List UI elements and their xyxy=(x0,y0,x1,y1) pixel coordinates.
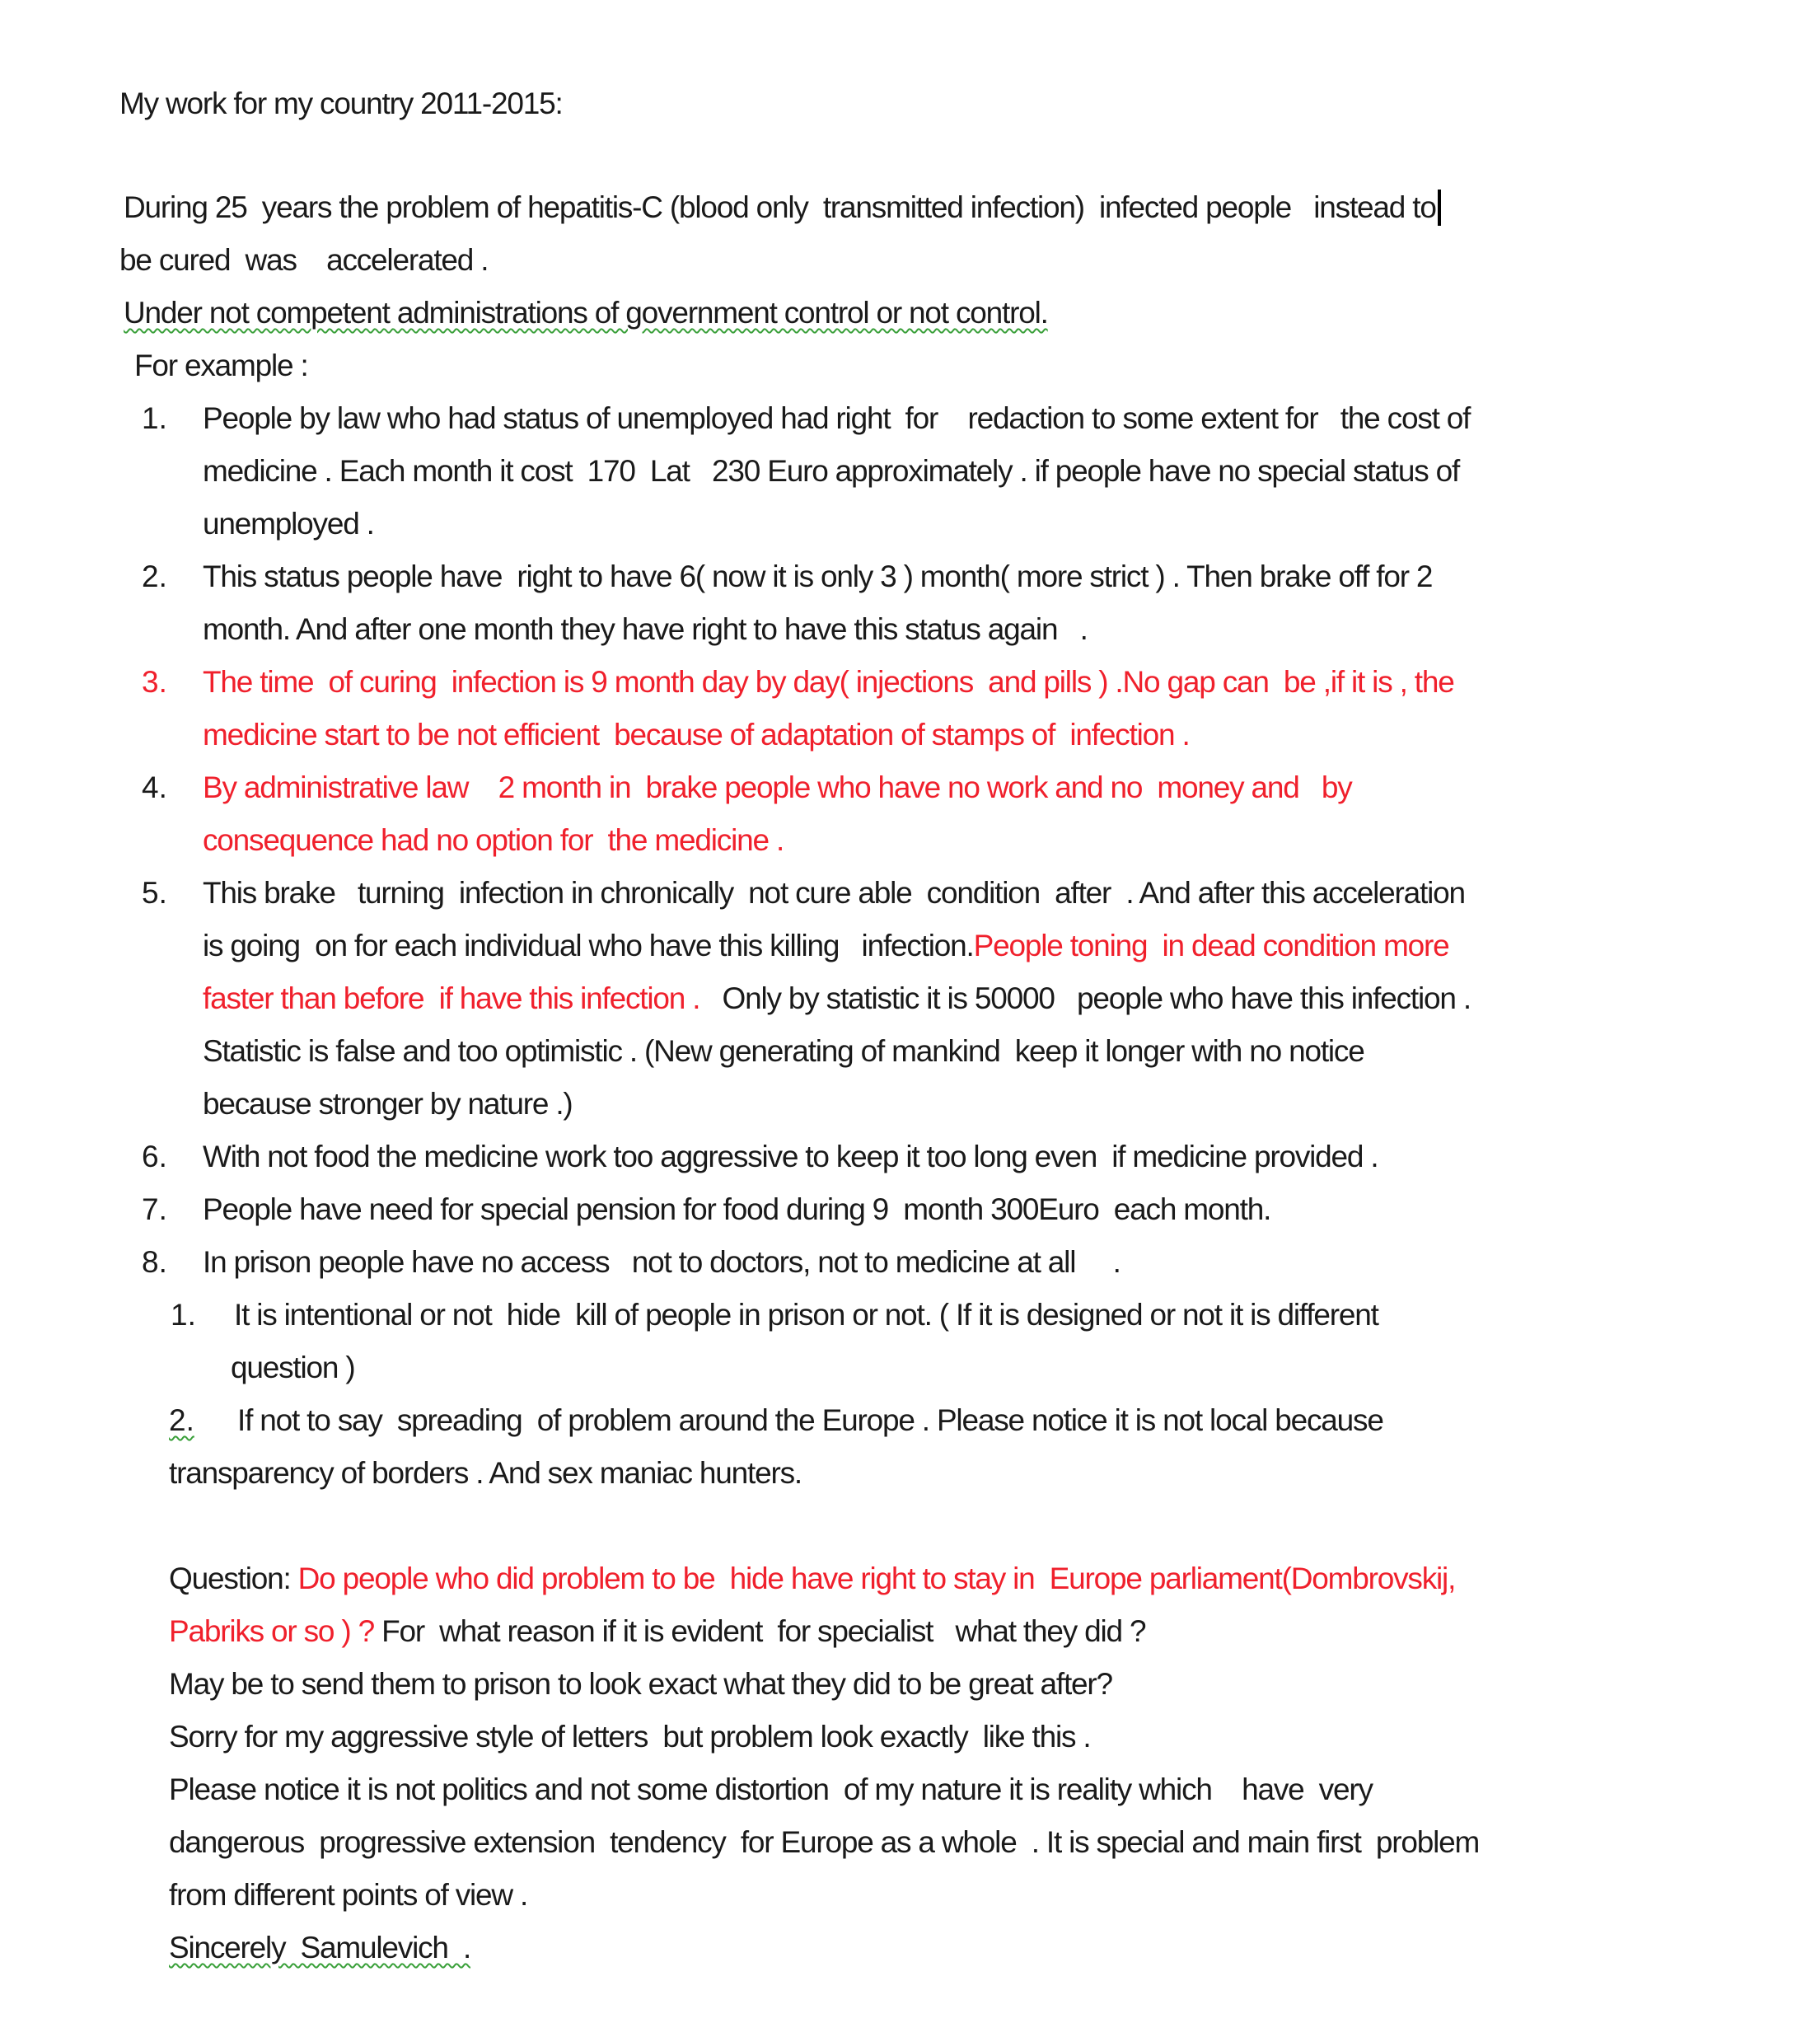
sublist-item-line: It is intentional or not hide kill of people in prison or not. ( If it is designed or not it is different xyxy=(234,1298,1378,1332)
sublist-item-line: transparency of borders . And sex maniac hunters. xyxy=(169,1456,802,1490)
sublist-number: 1. xyxy=(171,1298,196,1332)
question-line-2 xyxy=(169,1613,1145,1650)
list-number: 5. xyxy=(142,876,167,910)
intro-line-4: For example : xyxy=(134,349,308,382)
list-number: 8. xyxy=(142,1245,167,1279)
question-line xyxy=(169,1561,1455,1597)
closing-line: dangerous progressive extension tendency for Europe as a whole . It is special and main first problem xyxy=(169,1825,1480,1859)
sublist-number: 2. xyxy=(169,1403,194,1437)
list-item-line: People have need for special pension for food during 9 month 300Euro each month. xyxy=(203,1192,1271,1226)
document-title: My work for my country 2011-2015: xyxy=(119,87,563,120)
list-item-line: The time of curing infection is 9 month day by day( injections and pills ) .No gap can be ,if it is , the xyxy=(203,665,1454,699)
closing-line: May be to send them to prison to look exact what they did to be great after? xyxy=(169,1667,1112,1701)
list-number: 6. xyxy=(142,1140,167,1173)
list-number: 4. xyxy=(142,770,167,804)
list-item-line: With not food the medicine work too aggressive to keep it too long even if medicine provided . xyxy=(203,1140,1378,1173)
list-item-text: Only by statistic it is 50000 people who have this infection . xyxy=(699,981,1471,1015)
intro-line-1 xyxy=(124,190,1441,226)
list-item-line: month. And after one month they have right to have this status again . xyxy=(203,612,1088,646)
list-item-line: unemployed . xyxy=(203,507,374,541)
list-item-text-red: People toning in dead condition more xyxy=(973,929,1449,962)
list-item-line: because stronger by nature .) xyxy=(203,1087,573,1121)
list-item-line: medicine start to be not efficient because of adaptation of stamps of infection . xyxy=(203,718,1190,752)
question-label: Question: xyxy=(169,1562,291,1595)
list-number: 2. xyxy=(142,560,167,593)
list-number: 3. xyxy=(142,665,167,699)
question-text-red: Pabriks or so ) ? xyxy=(169,1614,374,1648)
list-item-line: medicine . Each month it cost 170 Lat 230 Euro approximately . if people have no special status of xyxy=(203,454,1460,488)
closing-line: Sorry for my aggressive style of letters but problem look exactly like this . xyxy=(169,1720,1091,1754)
list-item-line: Statistic is false and too optimistic . (New generating of mankind keep it longer with no notice xyxy=(203,1034,1364,1068)
list-item-line: People by law who had status of unemployed had right for redaction to some extent for the cost of xyxy=(203,401,1471,435)
list-number: 1. xyxy=(142,401,167,435)
list-number: 7. xyxy=(142,1192,167,1226)
intro-line-1-text: During 25 years the problem of hepatitis-C (blood only transmitted infection) infected people instead to xyxy=(124,190,1436,224)
list-item-text: is going on for each individual who have this killing infection. xyxy=(203,929,974,962)
list-item-line: This brake turning infection in chronically not cure able condition after . And after this acceleration xyxy=(203,876,1465,910)
intro-line-3: Under not competent administrations of government control or not control. xyxy=(124,296,1048,330)
text-cursor xyxy=(1438,190,1441,226)
sublist-item-line: If not to say spreading of problem around the Europe . Please notice it is not local because xyxy=(237,1403,1383,1437)
sublist-item-line: question ) xyxy=(231,1351,355,1384)
list-item-line: By administrative law 2 month in brake people who have no work and no money and by xyxy=(203,770,1352,804)
signature: Sincerely Samulevich . xyxy=(169,1931,471,1964)
list-item-line: consequence had no option for the medicine . xyxy=(203,823,784,857)
question-text: For what reason if it is evident for specialist what they did ? xyxy=(373,1614,1146,1648)
closing-line: Please notice it is not politics and not some distortion of my nature it is reality which have very xyxy=(169,1772,1373,1806)
list-item-line: In prison people have no access not to doctors, not to medicine at all . xyxy=(203,1245,1121,1279)
closing-line: from different points of view . xyxy=(169,1878,528,1912)
list-item-text-red: faster than before if have this infection . xyxy=(203,981,700,1015)
list-item-line xyxy=(203,981,1471,1017)
intro-line-2: be cured was accelerated . xyxy=(119,243,489,277)
list-item-line xyxy=(203,928,1448,964)
list-item-line: This status people have right to have 6( now it is only 3 ) month( more strict ) . Then brake off for 2 xyxy=(203,560,1433,593)
question-text-red: Do people who did problem to be hide have right to stay in Europe parliament(Dombrovskij, xyxy=(290,1562,1456,1595)
